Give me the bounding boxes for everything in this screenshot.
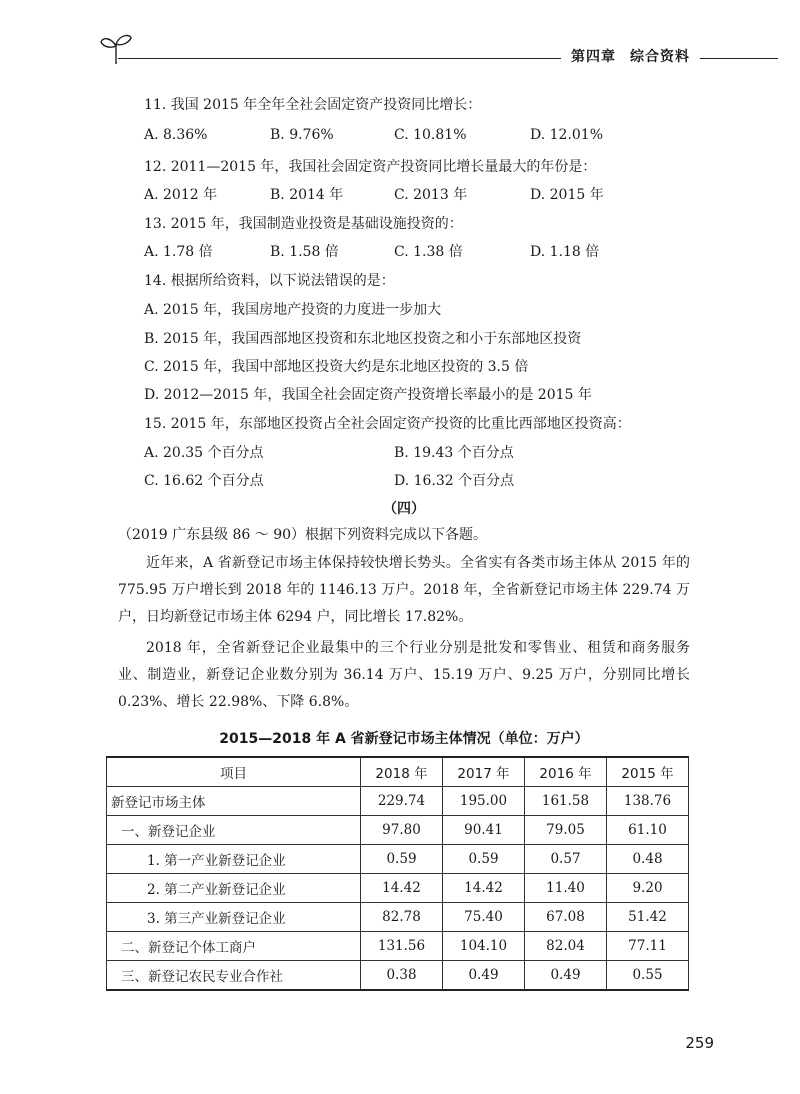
table-row bbox=[107, 874, 689, 903]
option: B. 2014 年 bbox=[270, 187, 344, 203]
chapter-title: 综合资料 bbox=[630, 49, 690, 65]
option: D. 16.32 个百分点 bbox=[394, 473, 515, 489]
cell: 14.42 bbox=[443, 874, 525, 903]
data-table bbox=[106, 756, 689, 991]
table-row bbox=[107, 845, 689, 874]
section-intro: （2019 广东县级 86 ～ 90）根据下列资料完成以下各题。 bbox=[118, 527, 488, 543]
table-row bbox=[107, 961, 689, 991]
column-header: 2016 年 bbox=[525, 757, 607, 787]
option: C. 2015 年，我国中部地区投资大约是东北地区投资的 3.5 倍 bbox=[144, 359, 529, 375]
row-label: 2. 第二产业新登记企业 bbox=[107, 874, 361, 903]
cell: 229.74 bbox=[361, 787, 443, 816]
cell: 77.11 bbox=[607, 932, 689, 961]
row-label: 二、新登记个体工商户 bbox=[107, 932, 361, 961]
column-header: 2015 年 bbox=[607, 757, 689, 787]
row-label: 新登记市场主体 bbox=[107, 787, 361, 816]
cell: 0.57 bbox=[525, 845, 607, 874]
question-stem: 11. 我国 2015 年全年全社会固定资产投资同比增长： bbox=[144, 97, 482, 113]
cell: 0.49 bbox=[443, 961, 525, 991]
option: A. 8.36% bbox=[144, 127, 208, 143]
option: D. 12.01% bbox=[530, 127, 604, 143]
cell: 67.08 bbox=[525, 903, 607, 932]
cell: 61.10 bbox=[607, 816, 689, 845]
row-label: 1. 第一产业新登记企业 bbox=[107, 845, 361, 874]
table-row bbox=[107, 787, 689, 816]
question-stem: 15. 2015 年，东部地区投资占全社会固定资产投资的比重比西部地区投资高： bbox=[144, 416, 631, 432]
cell: 90.41 bbox=[443, 816, 525, 845]
cell: 97.80 bbox=[361, 816, 443, 845]
cell: 79.05 bbox=[525, 816, 607, 845]
cell: 0.49 bbox=[525, 961, 607, 991]
table-row bbox=[107, 903, 689, 932]
question-stem: 14. 根据所给资料，以下说法错误的是： bbox=[144, 273, 395, 289]
option: D. 2015 年 bbox=[530, 187, 604, 203]
cell: 0.59 bbox=[361, 845, 443, 874]
cell: 0.48 bbox=[607, 845, 689, 874]
cell: 0.55 bbox=[607, 961, 689, 991]
option: A. 2015 年，我国房地产投资的力度进一步加大 bbox=[144, 302, 442, 318]
option: B. 2015 年，我国西部地区投资和东北地区投资之和小于东部地区投资 bbox=[144, 331, 582, 347]
sprout-logo-icon bbox=[98, 30, 134, 66]
column-header: 项目 bbox=[107, 757, 361, 787]
cell: 75.40 bbox=[443, 903, 525, 932]
paragraph: 近年来，A 省新登记市场主体保持较快增长势头。全省实有各类市场主体从 2015 年的 775.95 万户增长到 2018 年的 1146.13 万户。2018 年，全省新登记市场主体 229.74 万户，日均新登记市场主体 6294 户，同比增长 17.82%。 bbox=[118, 555, 690, 625]
table-header-row bbox=[107, 757, 689, 787]
cell: 0.59 bbox=[443, 845, 525, 874]
option: D. 1.18 倍 bbox=[530, 244, 600, 260]
cell: 138.76 bbox=[607, 787, 689, 816]
question-stem: 13. 2015 年，我国制造业投资是基础设施投资的： bbox=[144, 216, 463, 232]
paragraph: 2018 年，全省新登记企业最集中的三个行业分别是批发和零售业、租赁和商务服务业、制造业，新登记企业数分别为 36.14 万户、15.19 万户、9.25 万户，分别同比增长 0.23%、增长 22.98%、下降 6.8%。 bbox=[118, 640, 690, 710]
option: B. 1.58 倍 bbox=[270, 244, 339, 260]
cell: 131.56 bbox=[361, 932, 443, 961]
cell: 9.20 bbox=[607, 874, 689, 903]
running-header bbox=[561, 46, 700, 66]
table-row bbox=[107, 932, 689, 961]
cell: 161.58 bbox=[525, 787, 607, 816]
page-number: 259 bbox=[685, 1034, 714, 1052]
chapter-label: 第四章 bbox=[571, 49, 616, 65]
table-title: 2015—2018 年 A 省新登记市场主体情况（单位：万户） bbox=[219, 731, 589, 747]
cell: 195.00 bbox=[443, 787, 525, 816]
option: D. 2012—2015 年，我国全社会固定资产投资增长率最小的是 2015 年 bbox=[144, 387, 592, 403]
cell: 82.78 bbox=[361, 903, 443, 932]
option: A. 2012 年 bbox=[144, 187, 218, 203]
cell: 104.10 bbox=[443, 932, 525, 961]
option: C. 10.81% bbox=[394, 127, 467, 143]
option: B. 9.76% bbox=[270, 127, 334, 143]
option: A. 20.35 个百分点 bbox=[144, 445, 264, 461]
table-row bbox=[107, 816, 689, 845]
option: B. 19.43 个百分点 bbox=[394, 445, 514, 461]
cell: 11.40 bbox=[525, 874, 607, 903]
cell: 14.42 bbox=[361, 874, 443, 903]
row-label: 三、新登记农民专业合作社 bbox=[107, 961, 361, 991]
option: A. 1.78 倍 bbox=[144, 244, 213, 260]
cell: 0.38 bbox=[361, 961, 443, 991]
row-label: 一、新登记企业 bbox=[107, 816, 361, 845]
option: C. 16.62 个百分点 bbox=[144, 473, 264, 489]
cell: 51.42 bbox=[607, 903, 689, 932]
section-title: （四） bbox=[383, 501, 425, 517]
question-stem: 12. 2011—2015 年，我国社会固定资产投资同比增长量最大的年份是： bbox=[144, 159, 597, 175]
option: C. 1.38 倍 bbox=[394, 244, 463, 260]
cell: 82.04 bbox=[525, 932, 607, 961]
column-header: 2018 年 bbox=[361, 757, 443, 787]
option: C. 2013 年 bbox=[394, 187, 468, 203]
column-header: 2017 年 bbox=[443, 757, 525, 787]
row-label: 3. 第三产业新登记企业 bbox=[107, 903, 361, 932]
